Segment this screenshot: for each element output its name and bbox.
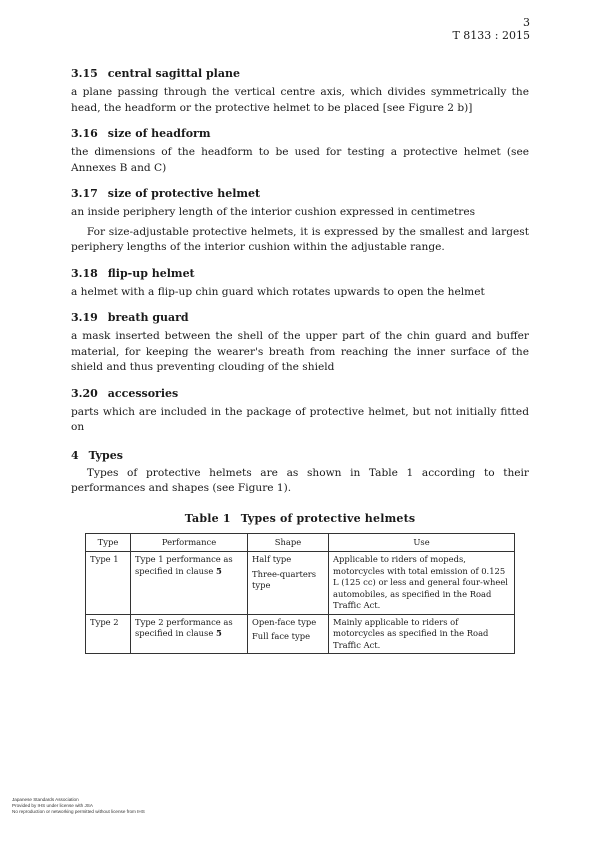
section-heading [71,266,529,281]
column-header-performance: Performance [131,533,248,552]
page-number: 3 [523,16,530,29]
section-text: the dimensions of the headform to be used for testing a protective helmet (see Annexes B and C) [71,146,529,174]
section-title: size of protective helmet [107,187,261,200]
page-content [71,66,529,654]
section-heading [71,310,529,325]
section-title: central sagittal plane [107,67,240,80]
clause-ref: 5 [215,628,222,638]
table-caption: Types of protective helmets [240,511,416,525]
section-number: 3.18 [71,266,98,280]
table-row [86,552,515,615]
section-text: parts which are included in the package of protective helmet, but not initially fitted on [71,405,529,433]
shape-item: Three-quarters type [252,568,317,590]
cell-type: Type 1 [86,552,131,615]
shape-item: Open-face type [252,616,317,627]
section-heading [71,386,529,401]
section-heading [71,126,529,141]
section-text: a mask inserted between the shell of the upper part of the chin guard and buffer material, for keeping the wearer's breath from reaching the inner surface of the shield and thus preventing clouding of the shield [71,330,529,373]
cell-performance [131,552,248,615]
table-header-row [86,533,515,552]
standard-number: T 8133 : 2015 [452,29,530,42]
section-3-19 [71,310,529,376]
section-number: 3.16 [71,127,98,140]
section-number: 3.15 [71,67,98,80]
section-heading [71,66,529,81]
cell-shape [248,552,329,615]
section-number: 3.19 [71,311,98,324]
section-text: a helmet with a flip-up chin guard which rotates upwards to open the helmet [71,285,485,298]
helmet-types-table [85,533,515,655]
cell-performance [131,614,248,654]
performance-text: Type 1 performance as specified in clause [135,554,233,576]
section-title: breath guard [107,311,189,324]
section-3-17 [71,186,529,256]
section-number: 3.20 [71,386,98,400]
column-header-type: Type [86,533,131,552]
shape-item: Full face type [252,631,311,641]
section-text-note: For size-adjustable protective helmets, it is expressed by the smallest and largest periphery lengths of the interior cushion within the adjustable range. [71,225,529,253]
types-heading [71,448,529,463]
cell-use: Applicable to riders of mopeds, motorcycles with total emission of 0.125 L (125 cc) or less and general four-wheel automobiles, as specified in the Road Traffic Act. [329,552,515,615]
table-row [86,614,515,654]
types-text: Types of protective helmets are as shown in Table 1 according to their performances and shapes (see Figure 1). [71,466,529,494]
section-number: 3.17 [71,187,98,200]
footer-line: Japanese Standards Association [12,797,79,802]
section-text: an inside periphery length of the interior cushion expressed in centimetres [71,206,476,218]
section-title: accessories [107,386,179,400]
section-number: 4 [71,448,79,462]
section-text: a plane passing through the vertical centre axis, which divides symmetrically the head, the headform or the protective helmet to be placed [see Figure 2 b)] [71,86,529,114]
footer-line: Provided by IHS under license with JSA [12,803,93,808]
section-3-18 [71,266,529,301]
cell-type: Type 2 [86,614,131,654]
license-footer [12,797,145,815]
column-header-shape: Shape [248,533,329,552]
performance-text: Type 2 performance as specified in clause [135,616,233,638]
section-heading [71,186,529,201]
section-title: flip-up helmet [107,266,195,280]
table-number: Table 1 [184,511,231,525]
section-title: Types [88,448,123,462]
section-title: size of headform [107,127,211,140]
shape-item: Half type [252,554,292,564]
clause-ref: 5 [215,565,222,576]
section-3-16 [71,126,529,176]
footer-line: No reproduction or networking permitted without license from IHS [12,809,145,814]
cell-shape [248,614,329,654]
cell-use: Mainly applicable to riders of motorcycles as specified in the Road Traffic Act. [329,614,515,654]
column-header-use: Use [329,533,515,552]
table-title [71,512,529,525]
section-3-15 [71,66,529,116]
section-3-20 [71,386,529,436]
